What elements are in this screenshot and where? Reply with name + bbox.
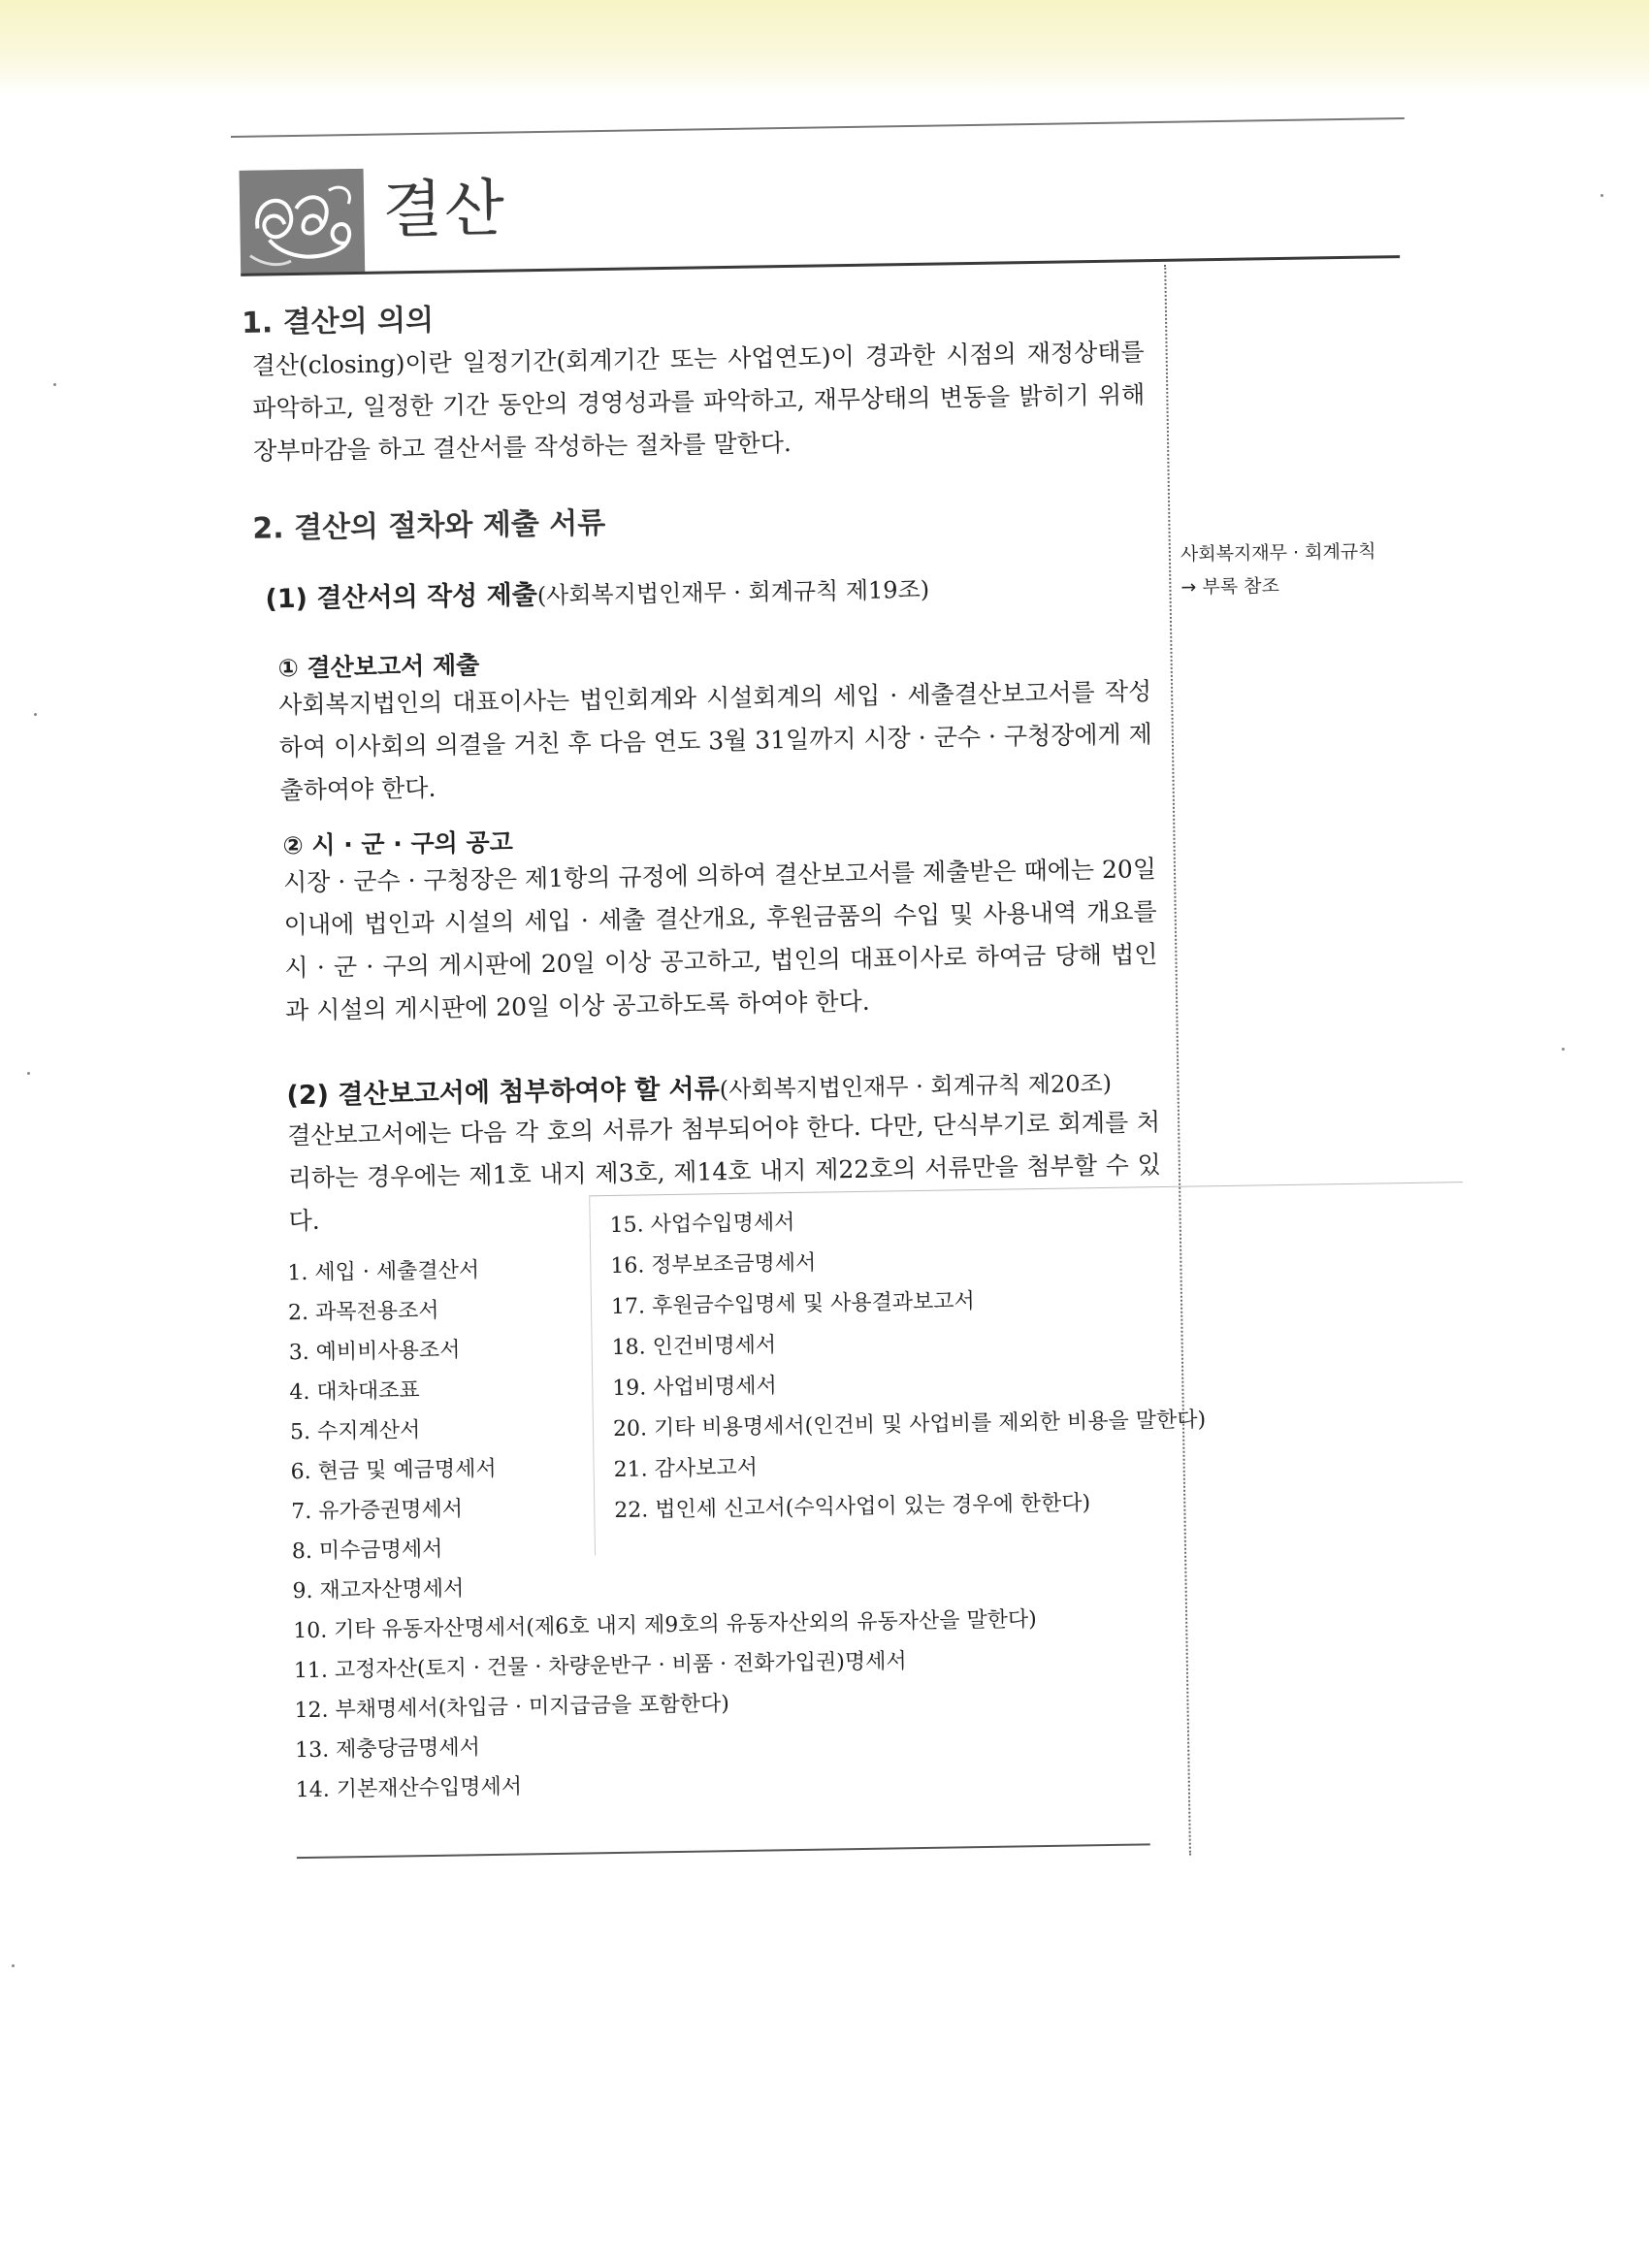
section1-heading: 1. 결산의 의의 — [241, 303, 435, 340]
attachment-item: 8. 미수금명세서 — [291, 1537, 443, 1565]
margin-divider — [1164, 265, 1191, 1856]
attachment-item: 15. 사업수입명세서 — [609, 1211, 795, 1239]
sidenote-line1: 사회복지재무 · 회계규칙 — [1180, 540, 1376, 566]
scan-speck — [53, 383, 56, 386]
item2-title: ② 시 · 군 · 구의 공고 — [282, 827, 513, 860]
sidenote-line2: → 부록 참조 — [1180, 575, 1280, 599]
section1-body: 결산(closing)이란 일정기간(회계기간 또는 사업연도)이 경과한 시점의 재정상태를 파악하고, 일정한 기간 동안의 경영성과를 파악하고, 재무상태의 변동을 밝히기 위해 장부마감을 하고 결산서를 작성하는 절차를 말한다. — [251, 338, 1146, 466]
item1-body: 사회복지법인의 대표이사는 법인회계와 시설회계의 세입 · 세출결산보고서를 작성하여 이사회의 의결을 거친 후 다음 연도 3월 31일까지 시장 · 군수 · 구청장에게 제출하여야 한다. — [277, 677, 1153, 805]
attachment-item: 14. 기본재산수입명세서 — [295, 1774, 523, 1803]
attachment-item: 20. 기타 비용명세서(인건비 및 사업비를 제외한 비용을 말한다) — [612, 1408, 1207, 1442]
chapter-title: 결산 — [381, 173, 507, 247]
scan-yellow-band — [0, 0, 1649, 97]
top-rule — [231, 117, 1405, 138]
attachment-item: 22. 법인세 신고서(수익사업이 있는 경우에 한한다) — [614, 1491, 1091, 1523]
attachment-item: 17. 후원금수입명세 및 사용결과보고서 — [610, 1289, 975, 1319]
item2-body: 시장 · 군수 · 구청장은 제1항의 규정에 의하여 결산보고서를 제출받은 때에는 20일 이내에 법인과 시설의 세입 · 세출 결산개요, 후원금품의 수입 및 사용내역 개요를 시 · 군 · 구의 게시판에 20일 이상 공고하고, 법인의 대표이사로 하여금 당해 법인과 시설의 게시판에 20일 이상 공고하도록 하여야 한다. — [282, 855, 1158, 1025]
sub1-title: (1) 결산서의 작성 제출 — [265, 580, 538, 615]
sub1-heading — [265, 567, 929, 616]
attachment-item: 19. 사업비명세서 — [612, 1374, 778, 1401]
attachment-item: 18. 인건비명세서 — [611, 1333, 777, 1360]
bottom-rule — [297, 1843, 1150, 1859]
sub2-ref: (사회복지법인재무 · 회계규칙 제20조) — [719, 1069, 1113, 1104]
scan-speck — [27, 1072, 30, 1075]
chapter-logo-graphic — [240, 169, 366, 275]
chapter-logo — [240, 169, 366, 275]
attachment-item: 7. 유가증권명세서 — [291, 1497, 464, 1525]
document-page — [231, 117, 1432, 1882]
attachment-item: 2. 과목전용조서 — [287, 1298, 439, 1326]
attachment-item: 10. 기타 유동자산명세서(제6호 내지 제9호의 유동자산외의 유동자산을 말한다) — [293, 1607, 1037, 1644]
item1-title: ① 결산보고서 제출 — [277, 651, 480, 683]
sidenote — [1180, 535, 1405, 604]
attachment-item: 3. 예비비사용조서 — [288, 1338, 461, 1366]
attachment-item: 4. 대차대조표 — [289, 1378, 420, 1406]
sub1-ref: (사회복지법인재무 · 회계규칙 제19조) — [536, 575, 930, 610]
attachment-item: 6. 현금 및 예금명세서 — [290, 1456, 497, 1485]
attachment-item: 12. 부채명세서(차입금 · 미지급금을 포함한다) — [294, 1692, 730, 1724]
pasted-list-card — [589, 1182, 1469, 1555]
scan-speck — [12, 1964, 15, 1967]
attachment-item: 1. 세입 · 세출결산서 — [287, 1258, 480, 1286]
attachment-item: 5. 수지계산서 — [289, 1418, 421, 1445]
attachment-list-right — [609, 1192, 1448, 1531]
scan-speck — [1600, 194, 1603, 197]
title-rule — [241, 255, 1400, 276]
attachment-item: 9. 재고자산명세서 — [292, 1576, 465, 1604]
sub2-title: (2) 결산보고서에 첨부하여야 할 서류 — [286, 1074, 720, 1112]
scan-speck — [34, 713, 37, 716]
attachment-item: 11. 고정자산(토지 · 건물 · 차량운반구 · 비품 · 전화가입권)명세서 — [293, 1649, 907, 1684]
attachment-item: 21. 감사보고서 — [613, 1455, 759, 1482]
attachment-item: 16. 정부보조금명세서 — [610, 1250, 817, 1279]
section2-heading: 2. 결산의 절차와 제출 서류 — [252, 505, 606, 546]
scan-speck — [1562, 1048, 1565, 1051]
sub2-body: 결산보고서에는 다음 각 호의 서류가 첨부되어야 한다. 다만, 단식부기로 회계를 처리하는 경우에는 제1호 내지 제3호, 제14호 내지 제22호의 서류만을 첨부할 수 있다. — [286, 1108, 1162, 1236]
attachment-item: 13. 제충당금명세서 — [294, 1735, 481, 1764]
